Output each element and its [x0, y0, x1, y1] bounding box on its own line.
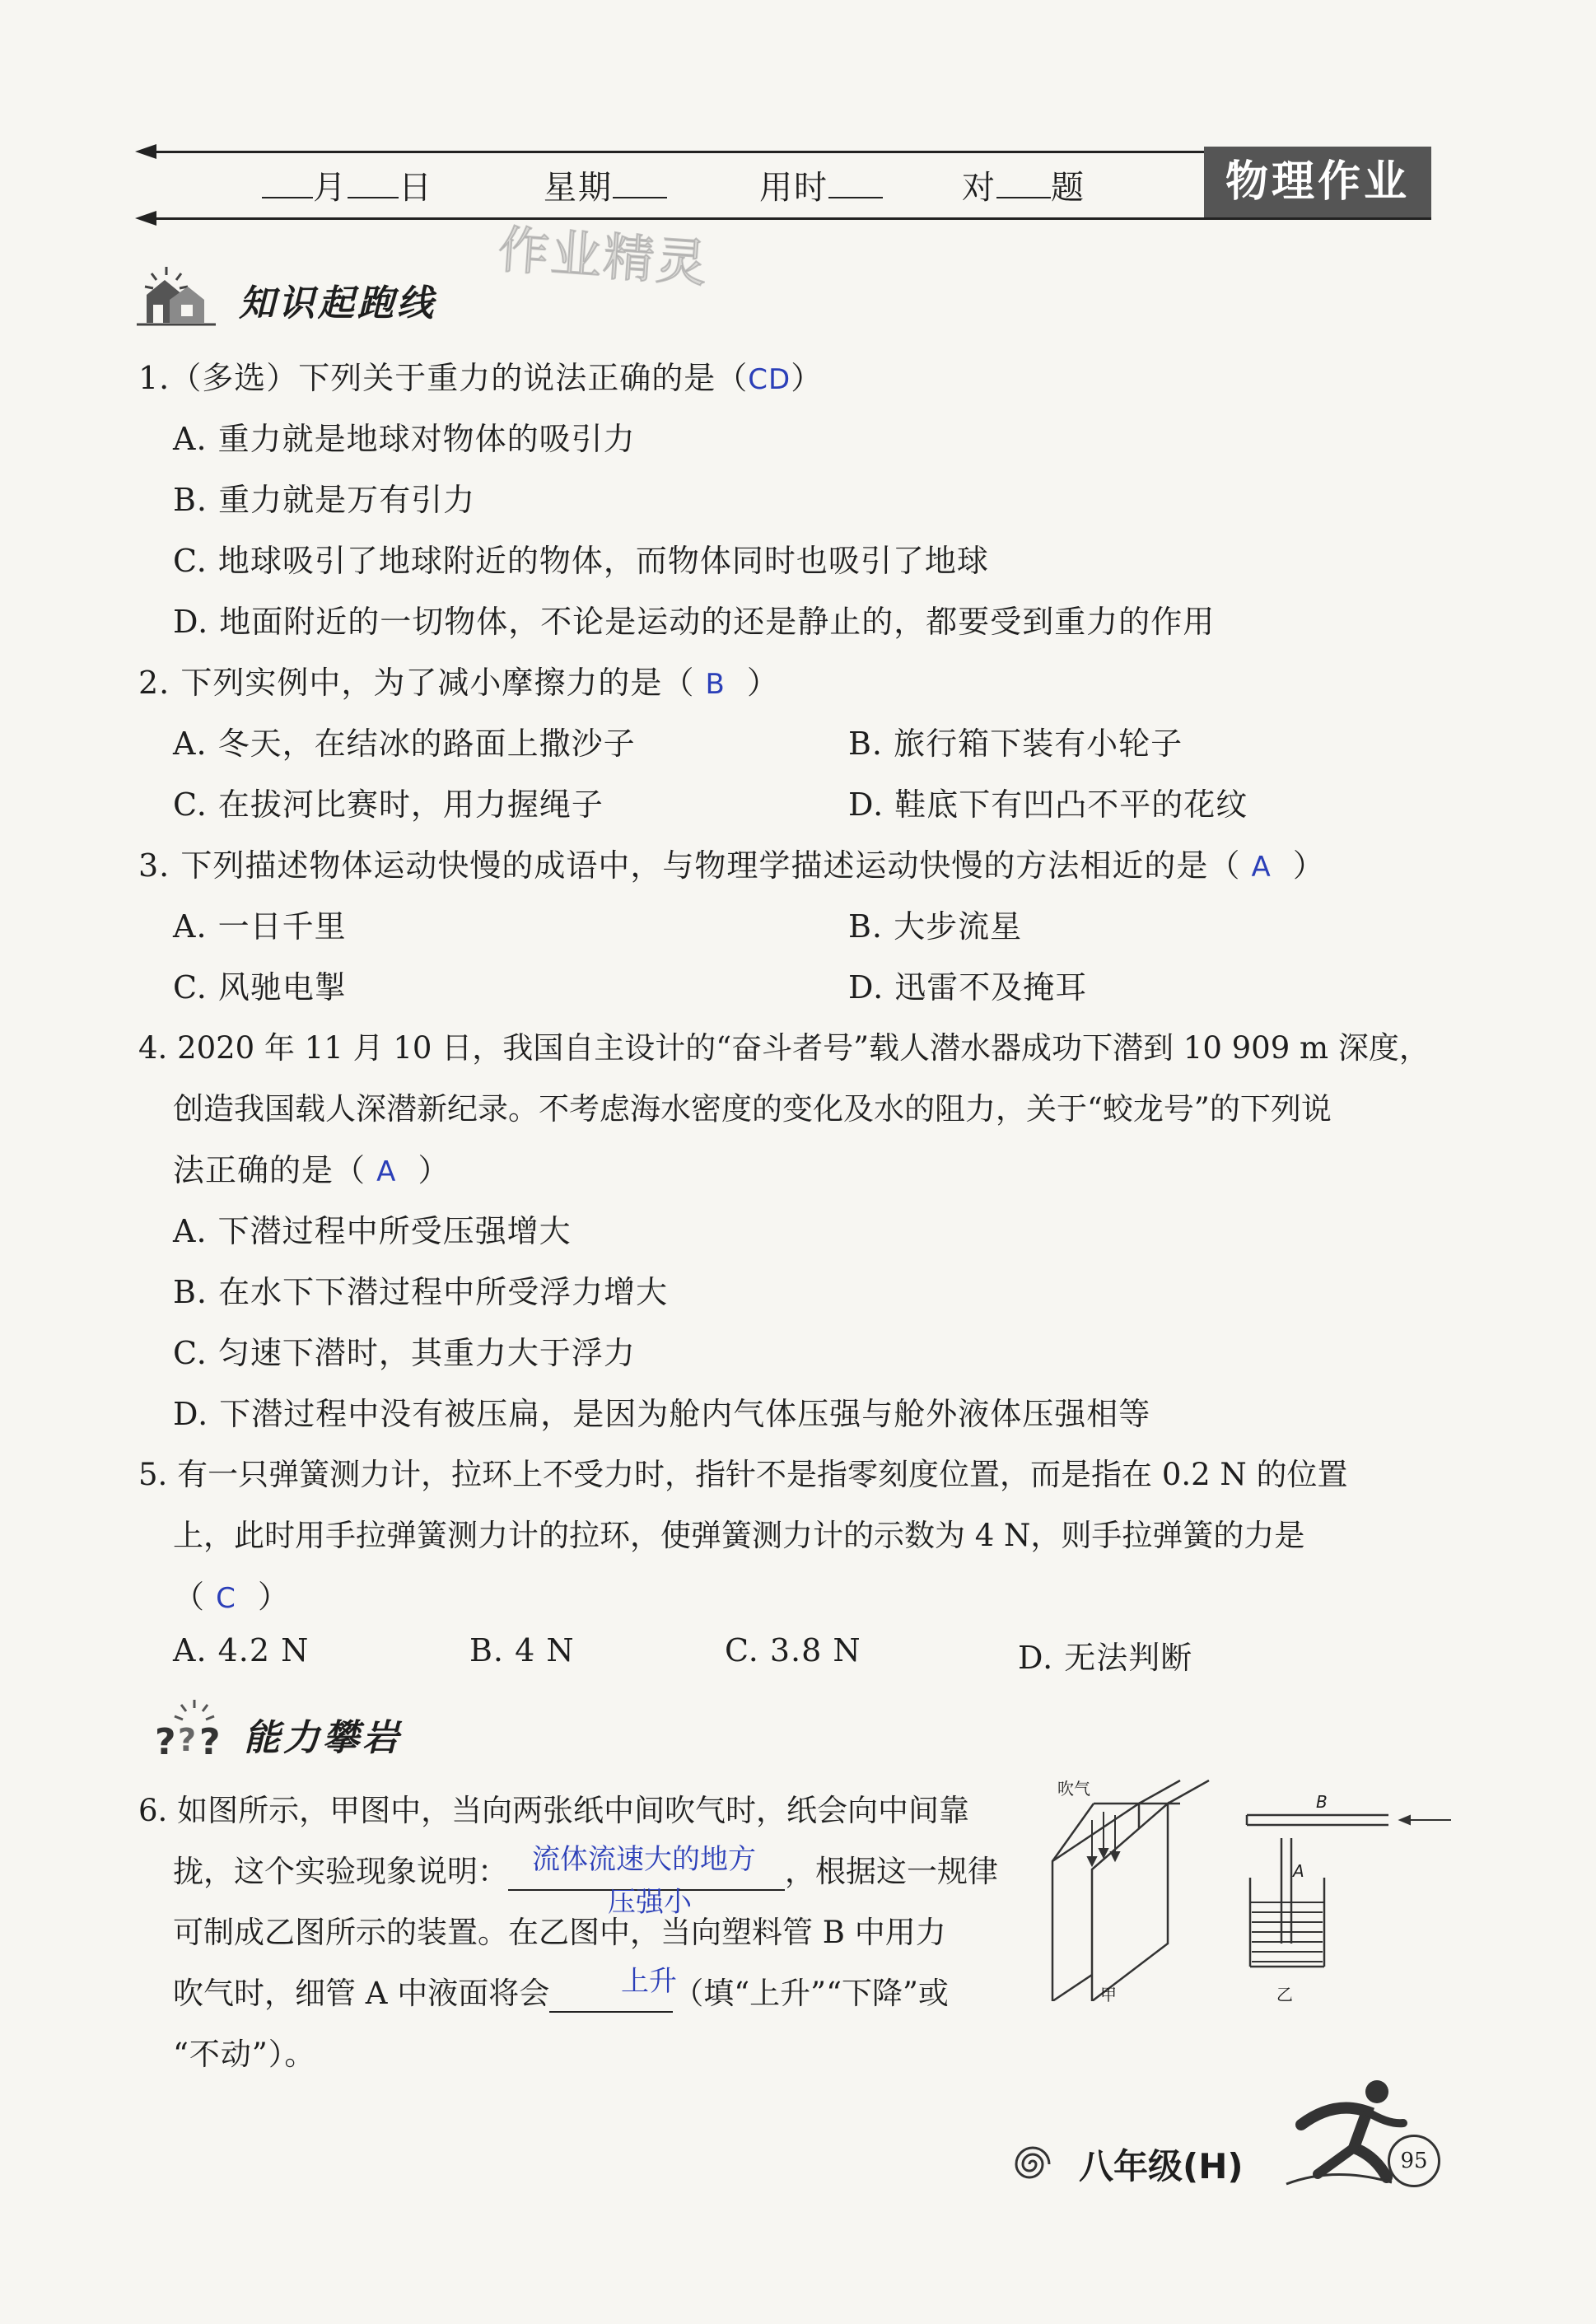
q4-option-c: C. 匀速下潜时，其重力大于浮力: [173, 1335, 636, 1371]
spiral-icon: [1008, 2140, 1057, 2189]
q2-option-a: A. 冬天，在结冰的路面上撒沙子: [173, 726, 636, 762]
grade-label: 八年级(H): [1079, 2146, 1244, 2186]
q5-stem-line3: （ C ）: [173, 1579, 291, 1615]
q1-stem: 1.（多选）下列关于重力的说法正确的是（CD）: [138, 360, 824, 396]
q5-option-a: A. 4.2 N: [173, 1632, 310, 1668]
header-bottom-arrow: [135, 211, 156, 226]
svg-text:?: ?: [155, 1721, 176, 1759]
fig-label-jia: 甲: [1100, 1985, 1117, 2004]
q2-answer: B: [705, 668, 726, 701]
q6-stem-line2: 拢，这个实验现象说明： ，根据这一规律: [173, 1854, 998, 1889]
section-title-basics: 知识起跑线: [239, 282, 436, 324]
question-marks-icon: [152, 1696, 231, 1759]
q3-option-a: A. 一日千里: [173, 908, 347, 945]
q3-stem: 3. 下列描述物体运动快慢的成语中，与物理学描述运动快慢的方法相近的是（ A ）: [138, 847, 1325, 884]
header-top-arrow: [135, 144, 156, 159]
q6-figure: [1044, 1779, 1456, 2004]
header-weekday: 星期: [544, 161, 667, 208]
q5-stem-line2: 上，此时用手拉弹簧测力计的拉环，使弹簧测力计的示数为 4 N，则手拉弹簧的力是: [173, 1518, 1305, 1553]
q5-option-c: C. 3.8 N: [725, 1632, 861, 1668]
watermark: 作业精灵: [496, 219, 711, 294]
house-icon: [133, 262, 232, 328]
q4-stem-line1: 4. 2020 年 11 月 10 日，我国自主设计的“奋斗者号”载人潜水器成功下潜到 10 909 m 深度，: [138, 1030, 1430, 1066]
fig-label-yi: 乙: [1276, 1985, 1293, 2004]
q6-handwritten-answer-1a: 流体流速大的地方: [532, 1843, 756, 1876]
fig-label-B: B: [1316, 1792, 1328, 1812]
header-date: 月 日: [262, 161, 433, 208]
header-time: 用时: [759, 161, 883, 208]
page-number: 95: [1388, 2135, 1440, 2187]
q6-handwritten-answer-2: 上升: [621, 1965, 677, 1998]
q2-option-b: B. 旅行箱下装有小轮子: [848, 726, 1183, 762]
q6-stem-line1: 6. 如图所示，甲图中，当向两张纸中间吹气时，纸会向中间靠: [138, 1793, 970, 1828]
q6-stem-line3: 可制成乙图所示的装置。在乙图中，当向塑料管 B 中用力: [173, 1915, 946, 1950]
q5-option-b: B. 4 N: [469, 1632, 575, 1668]
q1-option-d: D. 地面附近的一切物体，不论是运动的还是静止的，都要受到重力的作用: [173, 604, 1216, 640]
svg-text:?: ?: [199, 1721, 221, 1759]
q3-answer: A: [1251, 851, 1272, 884]
q1-option-c: C. 地球吸引了地球附近的物体，而物体同时也吸引了地球: [173, 543, 989, 579]
q3-option-b: B. 大步流星: [848, 908, 1023, 945]
q1-answer: CD: [748, 363, 791, 396]
q6-handwritten-answer-1b: 压强小: [608, 1886, 692, 1919]
svg-text:?: ?: [178, 1722, 197, 1758]
q4-option-a: A. 下潜过程中所受压强增大: [173, 1213, 572, 1249]
subject-badge: 物理作业: [1204, 147, 1431, 217]
header-bottom-rule: [153, 217, 1431, 220]
q2-stem: 2. 下列实例中，为了减小摩擦力的是（ B ）: [138, 665, 779, 701]
q1-option-a: A. 重力就是地球对物体的吸引力: [173, 421, 636, 457]
fig-label-A: A: [1293, 1861, 1304, 1881]
q3-option-d: D. 迅雷不及掩耳: [848, 969, 1088, 1006]
q3-option-c: C. 风驰电掣: [173, 969, 347, 1006]
q4-option-d: D. 下潜过程中没有被压扁，是因为舱内气体压强与舱外液体压强相等: [173, 1396, 1151, 1432]
q4-stem-line3: 法正确的是（ A ）: [173, 1152, 450, 1188]
q2-option-d: D. 鞋底下有凹凸不平的花纹: [848, 786, 1248, 823]
runner-icon: [1285, 2075, 1408, 2191]
q6-stem-line4: 吹气时，细管 A 中液面将会 （填“上升”“下降”或: [173, 1976, 949, 2011]
q1-option-b: B. 重力就是万有引力: [173, 482, 476, 518]
header-top-rule: [153, 151, 1204, 153]
q4-stem-line2: 创造我国载人深潜新纪录。不考虑海水密度的变化及水的阻力，关于“蛟龙号”的下列说: [173, 1091, 1332, 1127]
q5-stem-line1: 5. 有一只弹簧测力计，拉环上不受力时，指针不是指零刻度位置，而是指在 0.2 N 的位置: [138, 1457, 1348, 1492]
fig-label-blow: 吹气: [1057, 1779, 1090, 1799]
q6-stem-line5: “不动”）。: [173, 2037, 316, 2072]
header-score: 对 题: [962, 169, 1085, 207]
q5-option-d: D. 无法判断: [1018, 1640, 1193, 1676]
section-title-ability: 能力攀岩: [244, 1717, 402, 1759]
q2-option-c: C. 在拔河比赛时，用力握绳子: [173, 786, 604, 823]
q4-option-b: B. 在水下下潜过程中所受浮力增大: [173, 1274, 669, 1310]
q5-answer: C: [216, 1582, 236, 1615]
q4-answer: A: [376, 1155, 397, 1188]
